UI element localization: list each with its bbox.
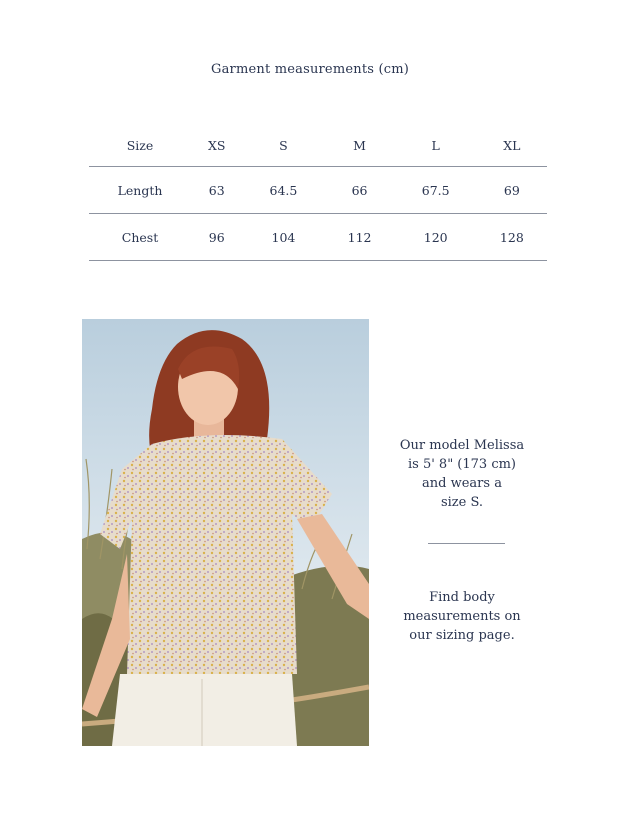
table-cell: 120 xyxy=(395,214,477,261)
find-info-line: Find body xyxy=(429,590,495,605)
model-info-line: size S. xyxy=(440,495,484,510)
table-cell: 112 xyxy=(324,214,394,261)
row-label: Length xyxy=(89,167,191,214)
table-header-row xyxy=(89,124,547,167)
header-size: Size xyxy=(126,137,154,153)
model-photo xyxy=(82,319,369,746)
header-l: L xyxy=(431,137,440,153)
page-title: Garment measurements (cm) xyxy=(211,62,409,77)
header-xs: XS xyxy=(207,137,226,153)
table-row-length xyxy=(89,167,547,214)
table-cell: 63 xyxy=(191,167,242,214)
model-info xyxy=(388,436,536,512)
find-info-line: measurements on xyxy=(403,609,521,624)
table-cell: 67.5 xyxy=(395,167,477,214)
header-m: M xyxy=(353,137,366,153)
table-cell: 64.5 xyxy=(242,167,324,214)
table-row-chest xyxy=(89,214,547,261)
model-info-line: is 5' 8" (173 cm) xyxy=(407,457,517,472)
table-cell: 66 xyxy=(324,167,394,214)
table-cell: 69 xyxy=(477,167,547,214)
model-info-line: Our model Melissa xyxy=(399,438,525,453)
row-label: Chest xyxy=(89,214,191,261)
measurement-table xyxy=(89,124,547,261)
table-cell: 96 xyxy=(191,214,242,261)
find-measurements-note xyxy=(388,588,536,645)
find-info-line: our sizing page. xyxy=(409,628,515,643)
divider xyxy=(428,543,505,544)
header-xl: XL xyxy=(503,137,521,153)
table-cell: 128 xyxy=(477,214,547,261)
table-cell: 104 xyxy=(242,214,324,261)
header-s: S xyxy=(279,137,288,153)
model-info-line: and wears a xyxy=(422,476,502,491)
